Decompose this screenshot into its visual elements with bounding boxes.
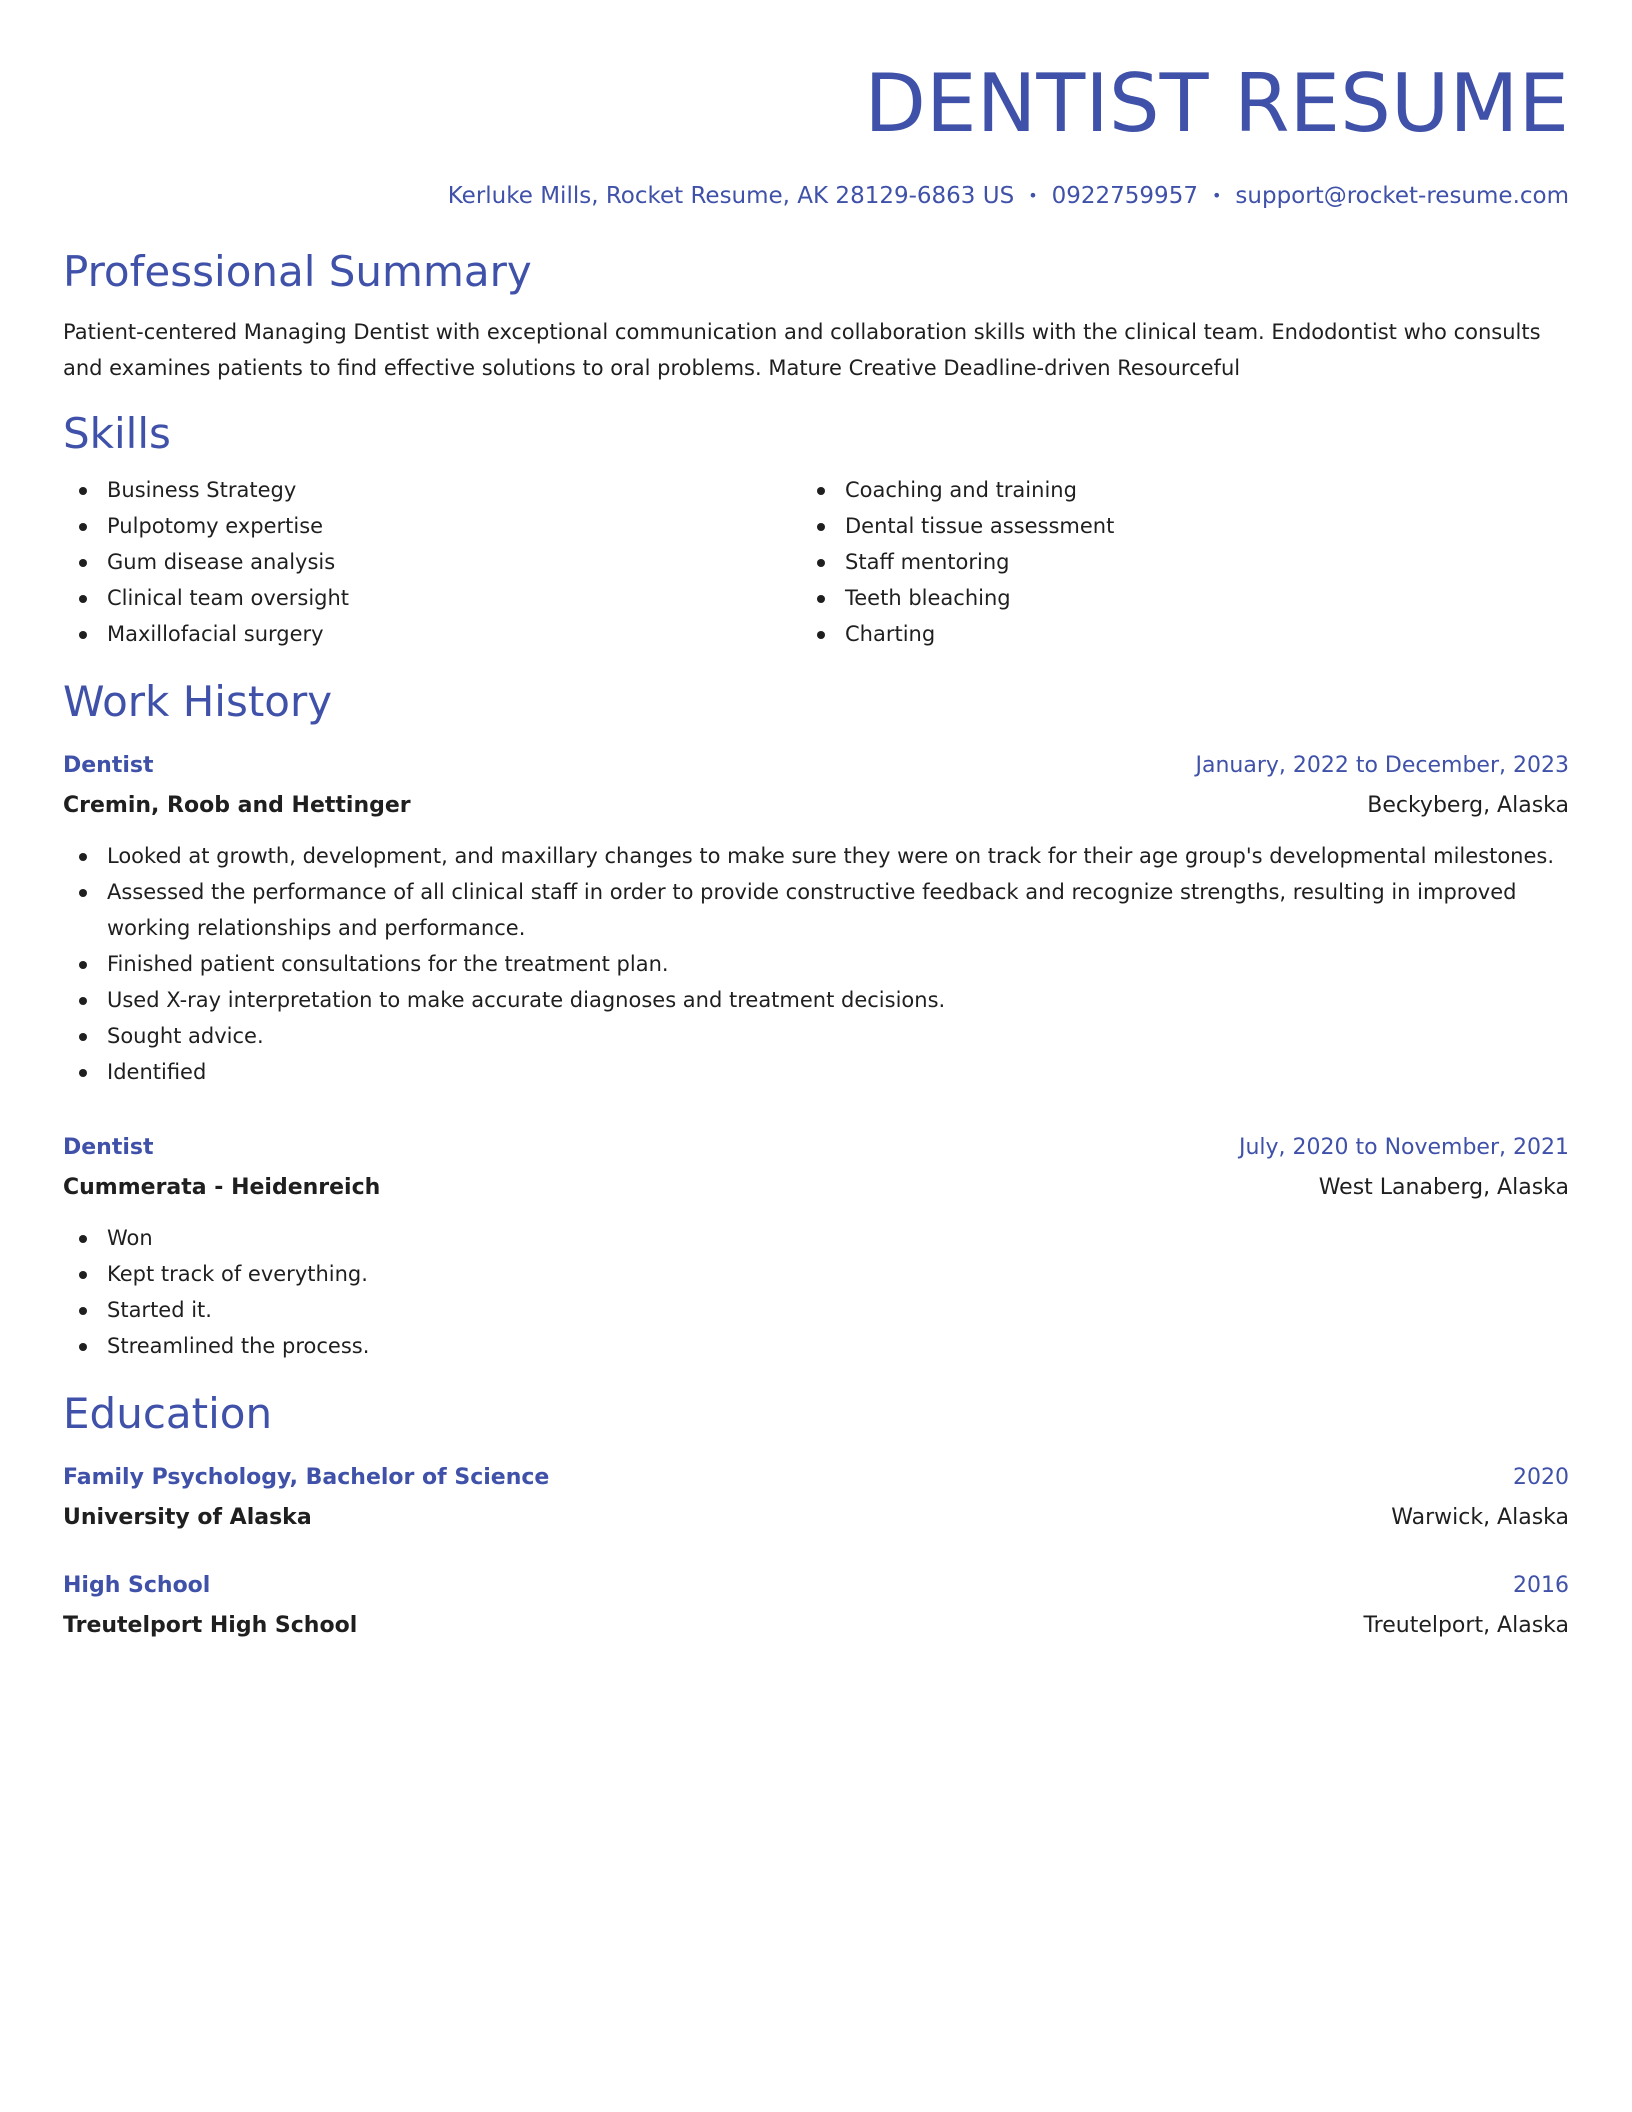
- professional-summary-section: [63, 246, 1569, 386]
- job-bullet: Sought advice.: [63, 1018, 1569, 1054]
- education-year: 2016: [1513, 1573, 1569, 1598]
- education-header-row: [63, 1566, 1569, 1606]
- skill-item: Clinical team oversight: [63, 580, 801, 616]
- job-bullets: [63, 1220, 1569, 1364]
- education-header-row: [63, 1458, 1569, 1498]
- job-company: Cummerata - Heidenreich: [63, 1175, 381, 1200]
- education-degree: Family Psychology, Bachelor of Science: [63, 1465, 550, 1490]
- work-history-section: [63, 676, 1569, 1364]
- education-school: Treutelport High School: [63, 1613, 358, 1638]
- contact-phone: 0922759957: [1051, 183, 1198, 209]
- job-dates: January, 2022 to December, 2023: [1195, 753, 1569, 778]
- contact-email[interactable]: support@rocket-resume.com: [1235, 183, 1569, 209]
- summary-text: Patient-centered Managing Dentist with exceptional communication and collaboration skills with the clinical team. Endodontist who consults and examines patients to find effective solutions to oral problems. Mature Creative Deadline-driven Resourceful: [63, 320, 1541, 380]
- education-school-row: [63, 1606, 1569, 1646]
- job-company-row: [63, 786, 1569, 826]
- skill-item: Maxillofacial surgery: [63, 616, 801, 652]
- contact-address: Kerluke Mills, Rocket Resume, AK 28129-6863 US: [447, 183, 1015, 209]
- section-title-summary: Professional Summary: [63, 247, 532, 296]
- job-bullet: Started it.: [63, 1292, 1569, 1328]
- job-bullet: Identified: [63, 1054, 1569, 1090]
- job-location: Beckyberg, Alaska: [1367, 793, 1569, 818]
- education-location: Treutelport, Alaska: [1363, 1613, 1569, 1638]
- education-school-row: [63, 1498, 1569, 1538]
- skill-item: Business Strategy: [63, 472, 801, 508]
- resume-title: DENTIST RESUME: [864, 57, 1569, 150]
- job-bullet: Streamlined the process.: [63, 1328, 1569, 1364]
- section-title-work: Work History: [63, 677, 333, 726]
- job-bullet: Looked at growth, development, and maxillary changes to make sure they were on track for their age group's developmental milestones.: [63, 838, 1569, 874]
- section-title-education: Education: [63, 1389, 273, 1438]
- job-bullet: Kept track of everything.: [63, 1256, 1569, 1292]
- education-location: Warwick, Alaska: [1391, 1505, 1569, 1530]
- education-school: University of Alaska: [63, 1505, 312, 1530]
- section-title-skills: Skills: [63, 409, 171, 458]
- education-entry: [63, 1458, 1569, 1538]
- job-role: Dentist: [63, 1135, 154, 1160]
- skills-grid: [63, 472, 1569, 652]
- skill-item: Dental tissue assessment: [801, 508, 1539, 544]
- education-entry: [63, 1566, 1569, 1646]
- skills-column-right: [801, 472, 1539, 652]
- job-company-row: [63, 1168, 1569, 1208]
- job-entry: [63, 746, 1569, 1090]
- skills-section: [63, 408, 1569, 652]
- education-section: [63, 1388, 1569, 1646]
- job-bullet: Assessed the performance of all clinical staff in order to provide constructive feedback and recognize strengths, resulting in improved working relationships and performance.: [63, 874, 1569, 946]
- separator-dot: •: [1028, 186, 1038, 205]
- job-header-row: [63, 746, 1569, 786]
- job-header-row: [63, 1128, 1569, 1168]
- separator-dot: •: [1211, 186, 1222, 205]
- skill-item: Teeth bleaching: [801, 580, 1539, 616]
- education-year: 2020: [1513, 1465, 1569, 1490]
- job-company: Cremin, Roob and Hettinger: [63, 793, 411, 818]
- job-dates: July, 2020 to November, 2021: [1238, 1135, 1569, 1160]
- contact-line: [63, 180, 1569, 212]
- resume-header: [63, 56, 1569, 212]
- job-location: West Lanaberg, Alaska: [1318, 1175, 1569, 1200]
- job-bullets: [63, 838, 1569, 1090]
- job-bullet: Won: [63, 1220, 1569, 1256]
- job-entry: [63, 1128, 1569, 1364]
- education-degree: High School: [63, 1573, 211, 1598]
- skills-column-left: [63, 472, 801, 652]
- job-bullet: Finished patient consultations for the treatment plan.: [63, 946, 1569, 982]
- skill-item: Coaching and training: [801, 472, 1539, 508]
- job-bullet: Used X-ray interpretation to make accurate diagnoses and treatment decisions.: [63, 982, 1569, 1018]
- job-role: Dentist: [63, 753, 154, 778]
- skill-item: Staff mentoring: [801, 544, 1539, 580]
- skill-item: Charting: [801, 616, 1539, 652]
- skill-item: Pulpotomy expertise: [63, 508, 801, 544]
- skill-item: Gum disease analysis: [63, 544, 801, 580]
